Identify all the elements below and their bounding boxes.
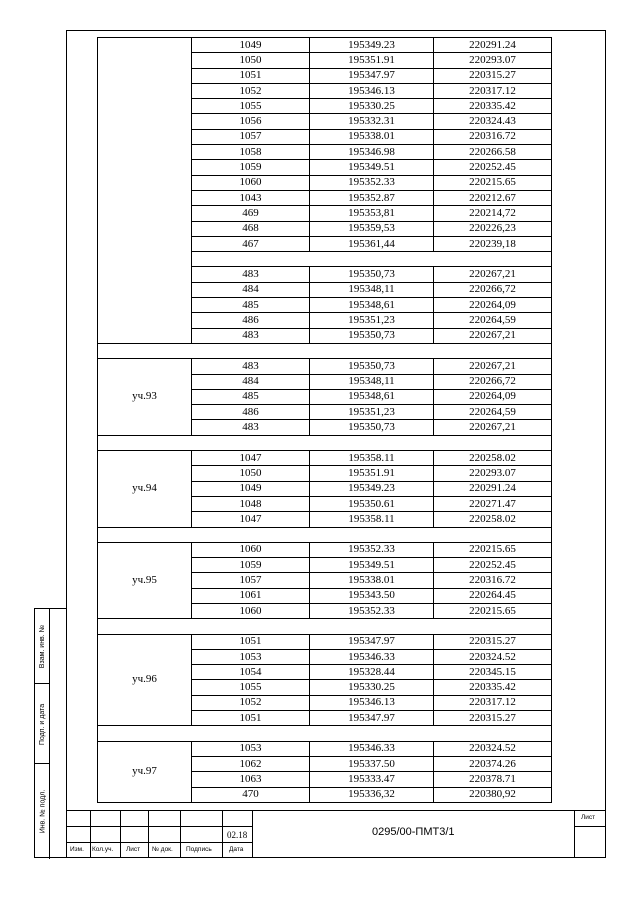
coord-x: 195348,11 (310, 282, 434, 297)
coord-y: 220271.47 (434, 496, 552, 511)
coord-y: 220267,21 (434, 267, 552, 282)
group-label-cell: уч.93 (98, 359, 192, 435)
coord-x: 195337.50 (310, 756, 434, 771)
separator-row (98, 343, 552, 358)
coord-y: 220264,09 (434, 389, 552, 404)
coord-y: 220324.52 (434, 649, 552, 664)
point-number: 1060 (192, 175, 310, 190)
point-number: 1059 (192, 160, 310, 175)
coord-x: 195346.98 (310, 145, 434, 160)
coord-x: 195348,61 (310, 389, 434, 404)
coord-x: 195350.61 (310, 496, 434, 511)
point-number: 1057 (192, 573, 310, 588)
coord-x: 195351.91 (310, 466, 434, 481)
coord-x: 195346.13 (310, 695, 434, 710)
coord-y: 220258.02 (434, 512, 552, 527)
label-podp: Подп. и дата (39, 703, 47, 745)
coord-y: 220374.26 (434, 756, 552, 771)
point-number: 1055 (192, 99, 310, 114)
point-number: 1047 (192, 512, 310, 527)
point-number: 483 (192, 420, 310, 435)
coord-x: 195346.33 (310, 741, 434, 756)
stamp-col-koluch: Кол.уч. (92, 846, 114, 853)
coord-x: 195338.01 (310, 573, 434, 588)
stamp-col-ndok: № док. (152, 846, 173, 853)
table-row (98, 38, 552, 53)
point-number: 1062 (192, 756, 310, 771)
coord-y: 220291.24 (434, 38, 552, 53)
coord-y: 220239,18 (434, 236, 552, 251)
coord-x: 195348,61 (310, 298, 434, 313)
coord-y: 220264,59 (434, 313, 552, 328)
coord-y: 220258.02 (434, 451, 552, 466)
group-label-cell: уч.96 (98, 634, 192, 726)
coord-x: 195343.50 (310, 588, 434, 603)
point-number: 486 (192, 313, 310, 328)
point-number: 468 (192, 221, 310, 236)
group-label-cell: уч.97 (98, 741, 192, 802)
coord-x: 195351.91 (310, 53, 434, 68)
point-number: 1049 (192, 481, 310, 496)
coord-y: 220266,72 (434, 282, 552, 297)
coord-y: 220226,23 (434, 221, 552, 236)
point-number: 1053 (192, 649, 310, 664)
coord-y: 220264,09 (434, 298, 552, 313)
point-number: 1048 (192, 496, 310, 511)
point-number: 1051 (192, 68, 310, 83)
stamp-col-podpis: Подпись (186, 846, 212, 853)
coord-x: 195349.51 (310, 160, 434, 175)
coord-x: 195336,32 (310, 787, 434, 802)
coord-y: 220215.65 (434, 542, 552, 557)
point-number: 1051 (192, 634, 310, 649)
point-number: 1047 (192, 451, 310, 466)
group-label-cell (98, 38, 192, 344)
coord-y: 220266,72 (434, 374, 552, 389)
coord-x: 195338.01 (310, 129, 434, 144)
coord-x: 195350,73 (310, 328, 434, 343)
coord-y: 220291.24 (434, 481, 552, 496)
table-row (98, 634, 552, 649)
coord-x: 195346.33 (310, 649, 434, 664)
point-number: 1053 (192, 741, 310, 756)
coord-x: 195349.51 (310, 558, 434, 573)
coord-x: 195348,11 (310, 374, 434, 389)
coord-y: 220293.07 (434, 466, 552, 481)
point-number: 1052 (192, 695, 310, 710)
coord-x: 195352.33 (310, 542, 434, 557)
point-number: 469 (192, 206, 310, 221)
left-margin-strip (34, 608, 66, 858)
label-vzam: Взам. инв. № (39, 624, 46, 669)
coord-x: 195346.13 (310, 83, 434, 98)
coord-x: 195358.11 (310, 451, 434, 466)
coord-x: 195359,53 (310, 221, 434, 236)
coord-y: 220215.65 (434, 175, 552, 190)
coord-y: 220215.65 (434, 603, 552, 618)
group-label-cell: уч.94 (98, 451, 192, 527)
coord-y: 220267,21 (434, 328, 552, 343)
coord-x: 195333.47 (310, 772, 434, 787)
point-number: 1043 (192, 190, 310, 205)
coord-x: 195347.97 (310, 68, 434, 83)
title-block (66, 810, 606, 858)
coord-x: 195349.23 (310, 38, 434, 53)
point-number: 1060 (192, 542, 310, 557)
point-number: 1049 (192, 38, 310, 53)
point-number: 1057 (192, 129, 310, 144)
coord-x: 195347.97 (310, 634, 434, 649)
coord-x: 195361,44 (310, 236, 434, 251)
coord-x: 195351,23 (310, 313, 434, 328)
point-number: 1052 (192, 83, 310, 98)
coord-x: 195328.44 (310, 665, 434, 680)
separator-row (98, 527, 552, 542)
group-label-cell: уч.95 (98, 542, 192, 618)
coord-y: 220316.72 (434, 573, 552, 588)
coord-y: 220324.43 (434, 114, 552, 129)
coord-x: 195330.25 (310, 680, 434, 695)
coord-y: 220335.42 (434, 99, 552, 114)
coord-y: 220380,92 (434, 787, 552, 802)
coord-x: 195352.33 (310, 175, 434, 190)
coord-x: 195358.11 (310, 512, 434, 527)
coord-y: 220266.58 (434, 145, 552, 160)
coord-y: 220315.27 (434, 68, 552, 83)
coord-y: 220293.07 (434, 53, 552, 68)
point-number: 483 (192, 267, 310, 282)
document-code: 0295/00-ПМТ3/1 (372, 826, 455, 838)
point-number: 486 (192, 405, 310, 420)
coord-y: 220324.52 (434, 741, 552, 756)
point-number: 485 (192, 298, 310, 313)
point-number: 1054 (192, 665, 310, 680)
coord-x: 195352.33 (310, 603, 434, 618)
coord-x: 195353,81 (310, 206, 434, 221)
point-number: 483 (192, 328, 310, 343)
coord-y: 220315.27 (434, 634, 552, 649)
stamp-col-data: Дата (229, 846, 244, 853)
label-inv: Инв. № подл. (39, 789, 47, 834)
stamp-sheet-label: Лист (581, 814, 596, 821)
point-number: 483 (192, 359, 310, 374)
coord-x: 195347.97 (310, 711, 434, 726)
separator-row (98, 726, 552, 741)
coord-x: 195350,73 (310, 267, 434, 282)
coordinates-table (97, 37, 552, 803)
point-number: 1063 (192, 772, 310, 787)
point-number: 484 (192, 282, 310, 297)
coord-y: 220378.71 (434, 772, 552, 787)
coord-x: 195349.23 (310, 481, 434, 496)
table-row (98, 741, 552, 756)
separator-row (98, 435, 552, 450)
coord-x: 195350,73 (310, 359, 434, 374)
point-number: 1059 (192, 558, 310, 573)
coord-y: 220252.45 (434, 160, 552, 175)
point-number: 1058 (192, 145, 310, 160)
point-number: 470 (192, 787, 310, 802)
point-number: 1056 (192, 114, 310, 129)
coord-y: 220264,59 (434, 405, 552, 420)
coord-x: 195351,23 (310, 405, 434, 420)
point-number: 1051 (192, 711, 310, 726)
point-number: 1050 (192, 466, 310, 481)
coord-y: 220252.45 (434, 558, 552, 573)
coord-x: 195330.25 (310, 99, 434, 114)
point-number: 467 (192, 236, 310, 251)
point-number: 1061 (192, 588, 310, 603)
coord-y: 220267,21 (434, 420, 552, 435)
coord-y: 220212.67 (434, 190, 552, 205)
coord-y: 220264.45 (434, 588, 552, 603)
table-row (98, 451, 552, 466)
separator-row (98, 619, 552, 634)
coord-x: 195350,73 (310, 420, 434, 435)
coord-y: 220267,21 (434, 359, 552, 374)
stamp-date-value: 02.18 (227, 830, 248, 840)
point-number: 484 (192, 374, 310, 389)
coord-y: 220317.12 (434, 83, 552, 98)
coord-y: 220317.12 (434, 695, 552, 710)
coord-y: 220335.42 (434, 680, 552, 695)
coord-y: 220345.15 (434, 665, 552, 680)
coord-y: 220214,72 (434, 206, 552, 221)
coord-y: 220315.27 (434, 711, 552, 726)
coord-x: 195352.87 (310, 190, 434, 205)
point-number: 485 (192, 389, 310, 404)
coord-x: 195332.31 (310, 114, 434, 129)
table-row (98, 542, 552, 557)
point-number: 1055 (192, 680, 310, 695)
table-row (98, 359, 552, 374)
point-number: 1060 (192, 603, 310, 618)
stamp-col-izm: Изм. (70, 846, 84, 853)
coord-y: 220316.72 (434, 129, 552, 144)
point-number: 1050 (192, 53, 310, 68)
stamp-col-list: Лист (126, 846, 141, 853)
